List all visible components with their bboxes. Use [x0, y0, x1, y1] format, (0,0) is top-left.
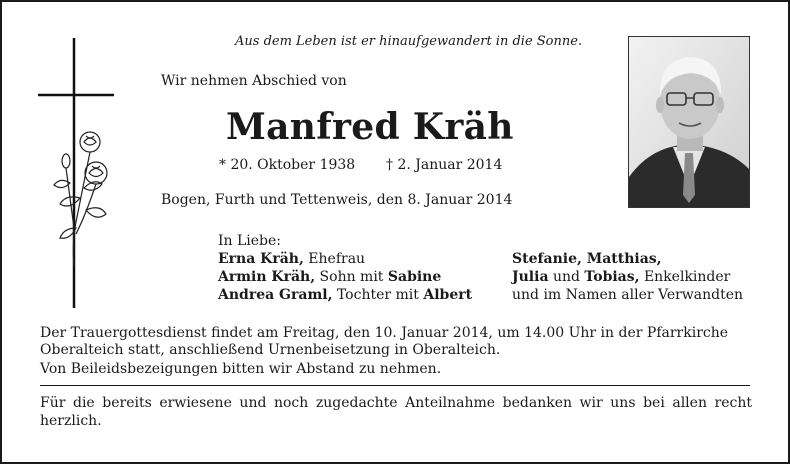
relatives-line: und im Namen aller Verwandten — [512, 287, 744, 303]
farewell-text: Wir nehmen Abschied von — [161, 73, 347, 89]
grandchildren-line-2 — [512, 268, 743, 286]
grandchildren-label: Enkelkinder — [639, 269, 731, 285]
mourner-relation: Tochter mit — [332, 287, 424, 303]
grandchild-name: Tobias, — [584, 269, 640, 285]
mourner-line — [218, 286, 472, 304]
deceased-name: Manfred Kräh — [226, 106, 514, 148]
mourners-left — [218, 232, 472, 304]
mourner-line — [218, 268, 472, 286]
grandchildren-names: Stefanie, Matthias, — [512, 251, 662, 267]
grandchildren-line-1 — [512, 250, 743, 268]
place-and-date: Bogen, Furth und Tettenweis, den 8. Januar 2014 — [161, 192, 513, 208]
thanks-text: Für die bereits erwiesene und noch zugedachte Anteilnahme bedanken wir uns bei allen recht herzlich. — [40, 395, 752, 429]
divider — [40, 385, 750, 386]
portrait-photo — [628, 36, 750, 208]
grandchild-name: Julia — [512, 269, 549, 285]
service-info — [40, 325, 752, 378]
mourner-partner: Albert — [423, 287, 473, 303]
condolence-request: Von Beileidsbezeigungen bitten wir Abstand zu nehmen. — [40, 361, 442, 377]
service-details: Der Trauergottesdienst findet am Freitag, den 10. Januar 2014, um 14.00 Uhr in der Pfarrkirche Oberalteich statt, anschließend Urnenbeisetzung in Oberalteich. — [40, 325, 729, 358]
mourners-intro: In Liebe: — [218, 233, 282, 249]
portrait-image — [629, 37, 749, 207]
death-date: † 2. Januar 2014 — [386, 157, 503, 173]
mourner-relation: Sohn mit — [315, 269, 388, 285]
birth-date: * 20. Oktober 1938 — [219, 157, 356, 173]
mourner-name: Armin Kräh, — [218, 269, 316, 285]
cross-with-roses-icon — [36, 38, 136, 310]
mourner-name: Andrea Graml, — [218, 287, 333, 303]
mourner-name: Erna Kräh, — [218, 251, 304, 267]
mourner-relation: Ehefrau — [303, 251, 366, 267]
mourners-right — [512, 250, 743, 304]
conjunction: und — [548, 269, 585, 285]
mourner-line — [218, 250, 472, 268]
mourner-partner: Sabine — [387, 269, 442, 285]
motto-text: Aus dem Leben ist er hinaufgewandert in die Sonne. — [235, 34, 583, 49]
